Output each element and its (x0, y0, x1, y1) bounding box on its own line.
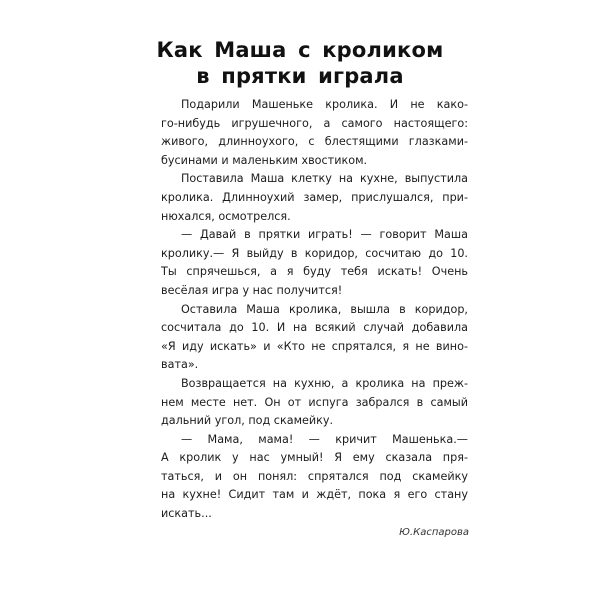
text-line: весёлая игра у нас получится! (161, 283, 343, 297)
paragraph-3 (161, 226, 468, 300)
title-line-1: Как Маша с кроликом (156, 38, 444, 62)
text-line: го-нибудь игрушечного, а самого настоящего: (161, 116, 468, 130)
text-line: А кролик у нас умный! Я ему сказала пря- (161, 451, 468, 465)
paragraph-6 (161, 431, 468, 524)
text-line: на кухне! Сидит там и ждёт, пока я его стану (161, 488, 468, 502)
text-line: — Давай в прятки играть! — говорит Маша (181, 228, 468, 242)
text-line: дальний угол, под скамейку. (161, 414, 334, 428)
text-line: нюхался, осмотрелся. (161, 209, 291, 223)
text-line: таться, и он понял: спрятался под скамейку (161, 469, 468, 483)
author-signature: Ю.Каспарова (399, 527, 469, 538)
text-line: кролику.— Я выйду в коридор, сосчитаю до 10. (161, 246, 468, 260)
text-line: нем месте нет. Он от испуга забрался в самый (161, 395, 468, 409)
text-line: бусинами и маленьким хвостиком. (161, 153, 368, 167)
text-line: живого, длинноухого, с блестящими глазками- (161, 135, 468, 149)
text-line: сосчитала до 10. И на всякий случай добавила (161, 321, 468, 335)
text-line: — Мама, мама! — кричит Машенька.— (181, 432, 468, 446)
story-title (150, 37, 450, 89)
text-line: Подарили Машеньке кролика. И не како- (181, 98, 468, 111)
paragraph-2 (161, 170, 468, 226)
text-line: Возвращается на кухню, а кролика на преж- (181, 376, 468, 390)
text-line: «Я иду искать» и «Кто не спрятался, я не вино- (161, 339, 468, 353)
paragraph-5 (161, 375, 468, 431)
text-line: Оставила Маша кролика, вышла в коридор, (181, 302, 468, 316)
text-line: кролика. Длинноухий замер, прислушался, при- (161, 190, 468, 204)
paragraph-1 (161, 96, 468, 170)
paragraph-4 (161, 301, 468, 375)
story-body (161, 96, 468, 524)
title-line-2: в прятки играла (196, 64, 404, 88)
text-line: вата». (161, 358, 199, 372)
text-line: Поставила Маша клетку на кухне, выпустила (181, 172, 468, 186)
text-line: Ты спрячешься, а я буду тебя искать! Очень (161, 265, 468, 279)
text-line: искать... (161, 507, 212, 521)
